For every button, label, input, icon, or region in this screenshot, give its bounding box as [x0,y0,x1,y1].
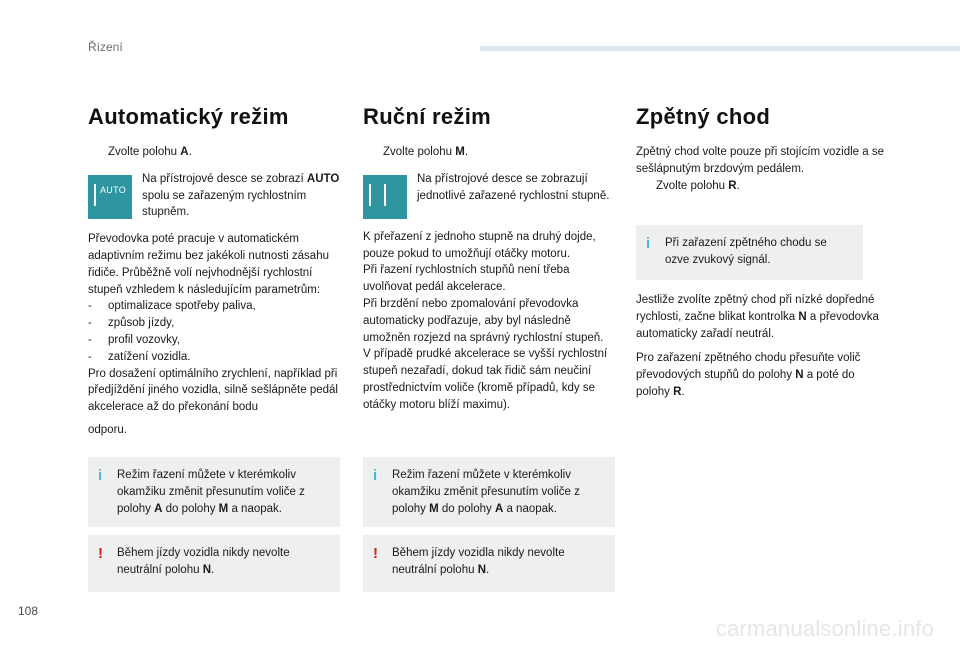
manual-body: K přeřazení z jednoho stupně na druhý dojde, pouze pokud to umožňují otáčky motoru. Při řazení rychlostních stupňů není třeba uvolňovat pedál akcelerace. Při brzdění nebo zpomalování převodovka automaticky podřazuje, aby byl následně umožněn rozjezd na správný rychlostní stupeň. V případě prudké akcelerace se vyšší rychlostní stupeň nezařadí, dokud tak řidič sám neučiní prostřednictvím voliče (kromě případů, kdy se otáčky motoru blíží maximu). [363,230,608,411]
automatic-body-2: Pro dosažení optimálního zrychlení, například při předjíždění jiného vozidla, silně sešlápněte pedál akcelerace až do překonání bodu [88,367,338,414]
list-item: - optimalizace spotřeby paliva, [88,300,256,313]
list-item: - způsob jízdy, [88,317,175,330]
auto-indicator-text: Na přístrojové desce se zobrazí AUTO spolu se zařazeným rychlostním stupněm. [142,172,340,219]
manual-mode-title: Ruční režim [363,104,491,129]
manual-bullet: Zvolte polohu M. [383,146,469,158]
watermark: carmanualsonline.info [715,616,934,641]
list-item: - profil vozovky, [88,333,181,346]
warning-icon: ! [373,545,378,562]
auto-indicator-icon: AUTO [88,175,132,219]
manual-warning-note: ! Během jízdy vozidla nikdy nevolte neutrální polohu N. [363,535,615,592]
info-icon: i [98,467,103,484]
auto-indicator-row [88,171,340,221]
automatic-mode-title: Automatický režim [88,104,289,129]
reverse-para-2: Pro zařazení zpětného chodu přesuňte volič převodových stupňů do polohy N a poté do polohy R. [636,352,861,398]
reverse-details [636,292,888,401]
header-section-title: Řízení [88,40,123,54]
reverse-info-note: i Při zařazení zpětného chodu se ozve zvukový signál. [636,225,863,280]
header-bar [480,46,960,51]
manual-indicator-row [363,171,615,219]
automatic-body: Převodovka poté pracuje v automatickém adaptivním režimu bez jakékoli nutnosti zásahu řidiče. Průběžně volí nejvhodnější rychlostní stupeň vzhledem k následujícím parametrům: [88,233,329,296]
reverse-intro: Zpětný chod volte pouze při stojícím vozidle a se sešlápnutým brzdovým pedálem. [636,146,885,175]
page-number: 108 [18,604,39,618]
automatic-mode-column [88,104,340,439]
reverse-title: Zpětný chod [636,104,771,129]
info-icon: i [646,235,651,252]
list-item: - zatížení vozidla. [88,350,191,363]
reverse-bullet: Zvolte polohu R. [656,179,740,192]
reverse-para-1: Jestliže zvolíte zpětný chod při nízké dopředné rychlosti, začne blikat kontrolka N a převodovka automaticky zařadí neutrál. [636,294,879,340]
reverse-column [636,104,888,194]
manual-indicator-text: Na přístrojové desce se zobrazují jednotlivé zařazené rychlostní stupně. [417,172,610,202]
automatic-body-3: odporu. [88,423,128,436]
manual-info-note: i Režim řazení můžete v kterémkoliv okamžiku změnit přesunutím voliče z polohy M do polohy A a naopak. [363,457,615,527]
manual-mode-column [363,104,615,414]
manual-indicator-icon [363,175,407,219]
automatic-bullet: Zvolte polohu A. [108,146,192,158]
info-icon: i [373,467,378,484]
automatic-info-note: i Režim řazení můžete v kterémkoliv okamžiku změnit přesunutím voliče z polohy A do polohy M a naopak. [88,457,340,527]
automatic-params-list [88,298,340,365]
automatic-warning-note: ! Během jízdy vozidla nikdy nevolte neutrální polohu N. [88,535,340,592]
warning-icon: ! [98,545,103,562]
